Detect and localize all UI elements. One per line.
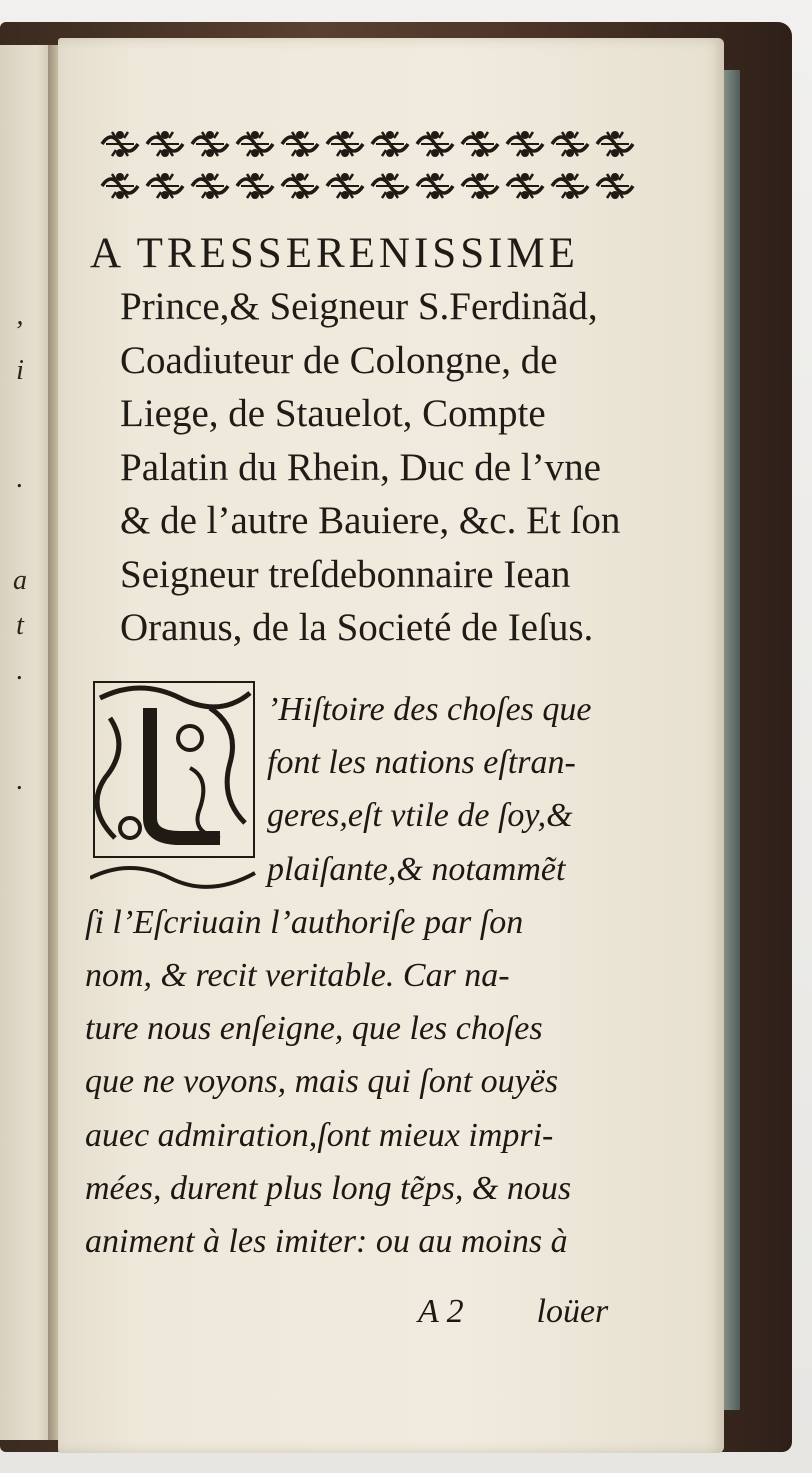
title-line: Oranus, de la Societé de Ieſus. bbox=[120, 606, 594, 649]
left-page-glyph: i bbox=[16, 355, 24, 386]
title-line: Liege, de Stauelot, Compte bbox=[120, 392, 546, 435]
dedication-body bbox=[85, 683, 645, 1268]
left-page-glyph: , bbox=[16, 300, 24, 331]
title-line: Seigneur treſdebonnaire Iean bbox=[120, 552, 571, 596]
body-line: mées, durent plus long tẽps, & nous bbox=[85, 1169, 572, 1207]
title-line: Palatin du Rhein, Duc de l’vne bbox=[120, 445, 601, 489]
title-line: Coadiuteur de Colongne, de bbox=[120, 338, 558, 382]
page-edge-strip bbox=[722, 70, 740, 1410]
left-page-glyph: t bbox=[16, 610, 24, 641]
body-line: ture nous enſeigne, que les choſes bbox=[85, 1010, 543, 1048]
body-line: ſi l’Eſcriuain l’authoriſe par ſon bbox=[85, 903, 524, 941]
title-line: & de l’autre Bauiere, &c. Et ſon bbox=[120, 499, 621, 542]
body-line: auec admiration,ſont mieux impri- bbox=[85, 1116, 554, 1154]
left-page-glyph: . bbox=[16, 655, 24, 686]
body-line: que ne voyons, mais qui ſont ouyës bbox=[85, 1063, 559, 1101]
body-line: animent à les imiter: ou au moins à bbox=[85, 1222, 568, 1260]
body-line: ’Hiſtoire des choſes que bbox=[267, 691, 592, 728]
title-heading: A TRESSERENISSIME bbox=[90, 230, 579, 277]
catchword: loüer bbox=[536, 1293, 609, 1330]
title-line: Prince,& Seigneur S.Ferdinãd, bbox=[120, 285, 598, 328]
page-footer bbox=[418, 1293, 638, 1331]
body-line: nom, & recit veritable. Car na- bbox=[85, 956, 510, 994]
left-page-glyph: . bbox=[16, 765, 24, 796]
body-line: geres,eſt vtile de ſoy,& bbox=[267, 797, 573, 835]
left-page-edge bbox=[0, 45, 52, 1440]
left-page-glyph: a bbox=[13, 565, 27, 596]
body-line: plaiſante,& notammẽt bbox=[267, 850, 566, 888]
fleuron-band-ornament-icon bbox=[98, 120, 638, 228]
right-page bbox=[58, 38, 724, 1453]
dedication-title bbox=[90, 228, 690, 655]
left-page-glyph: . bbox=[16, 463, 24, 494]
body-line: font les nations eſtran- bbox=[267, 744, 576, 782]
signature-mark: A 2 bbox=[418, 1293, 464, 1330]
